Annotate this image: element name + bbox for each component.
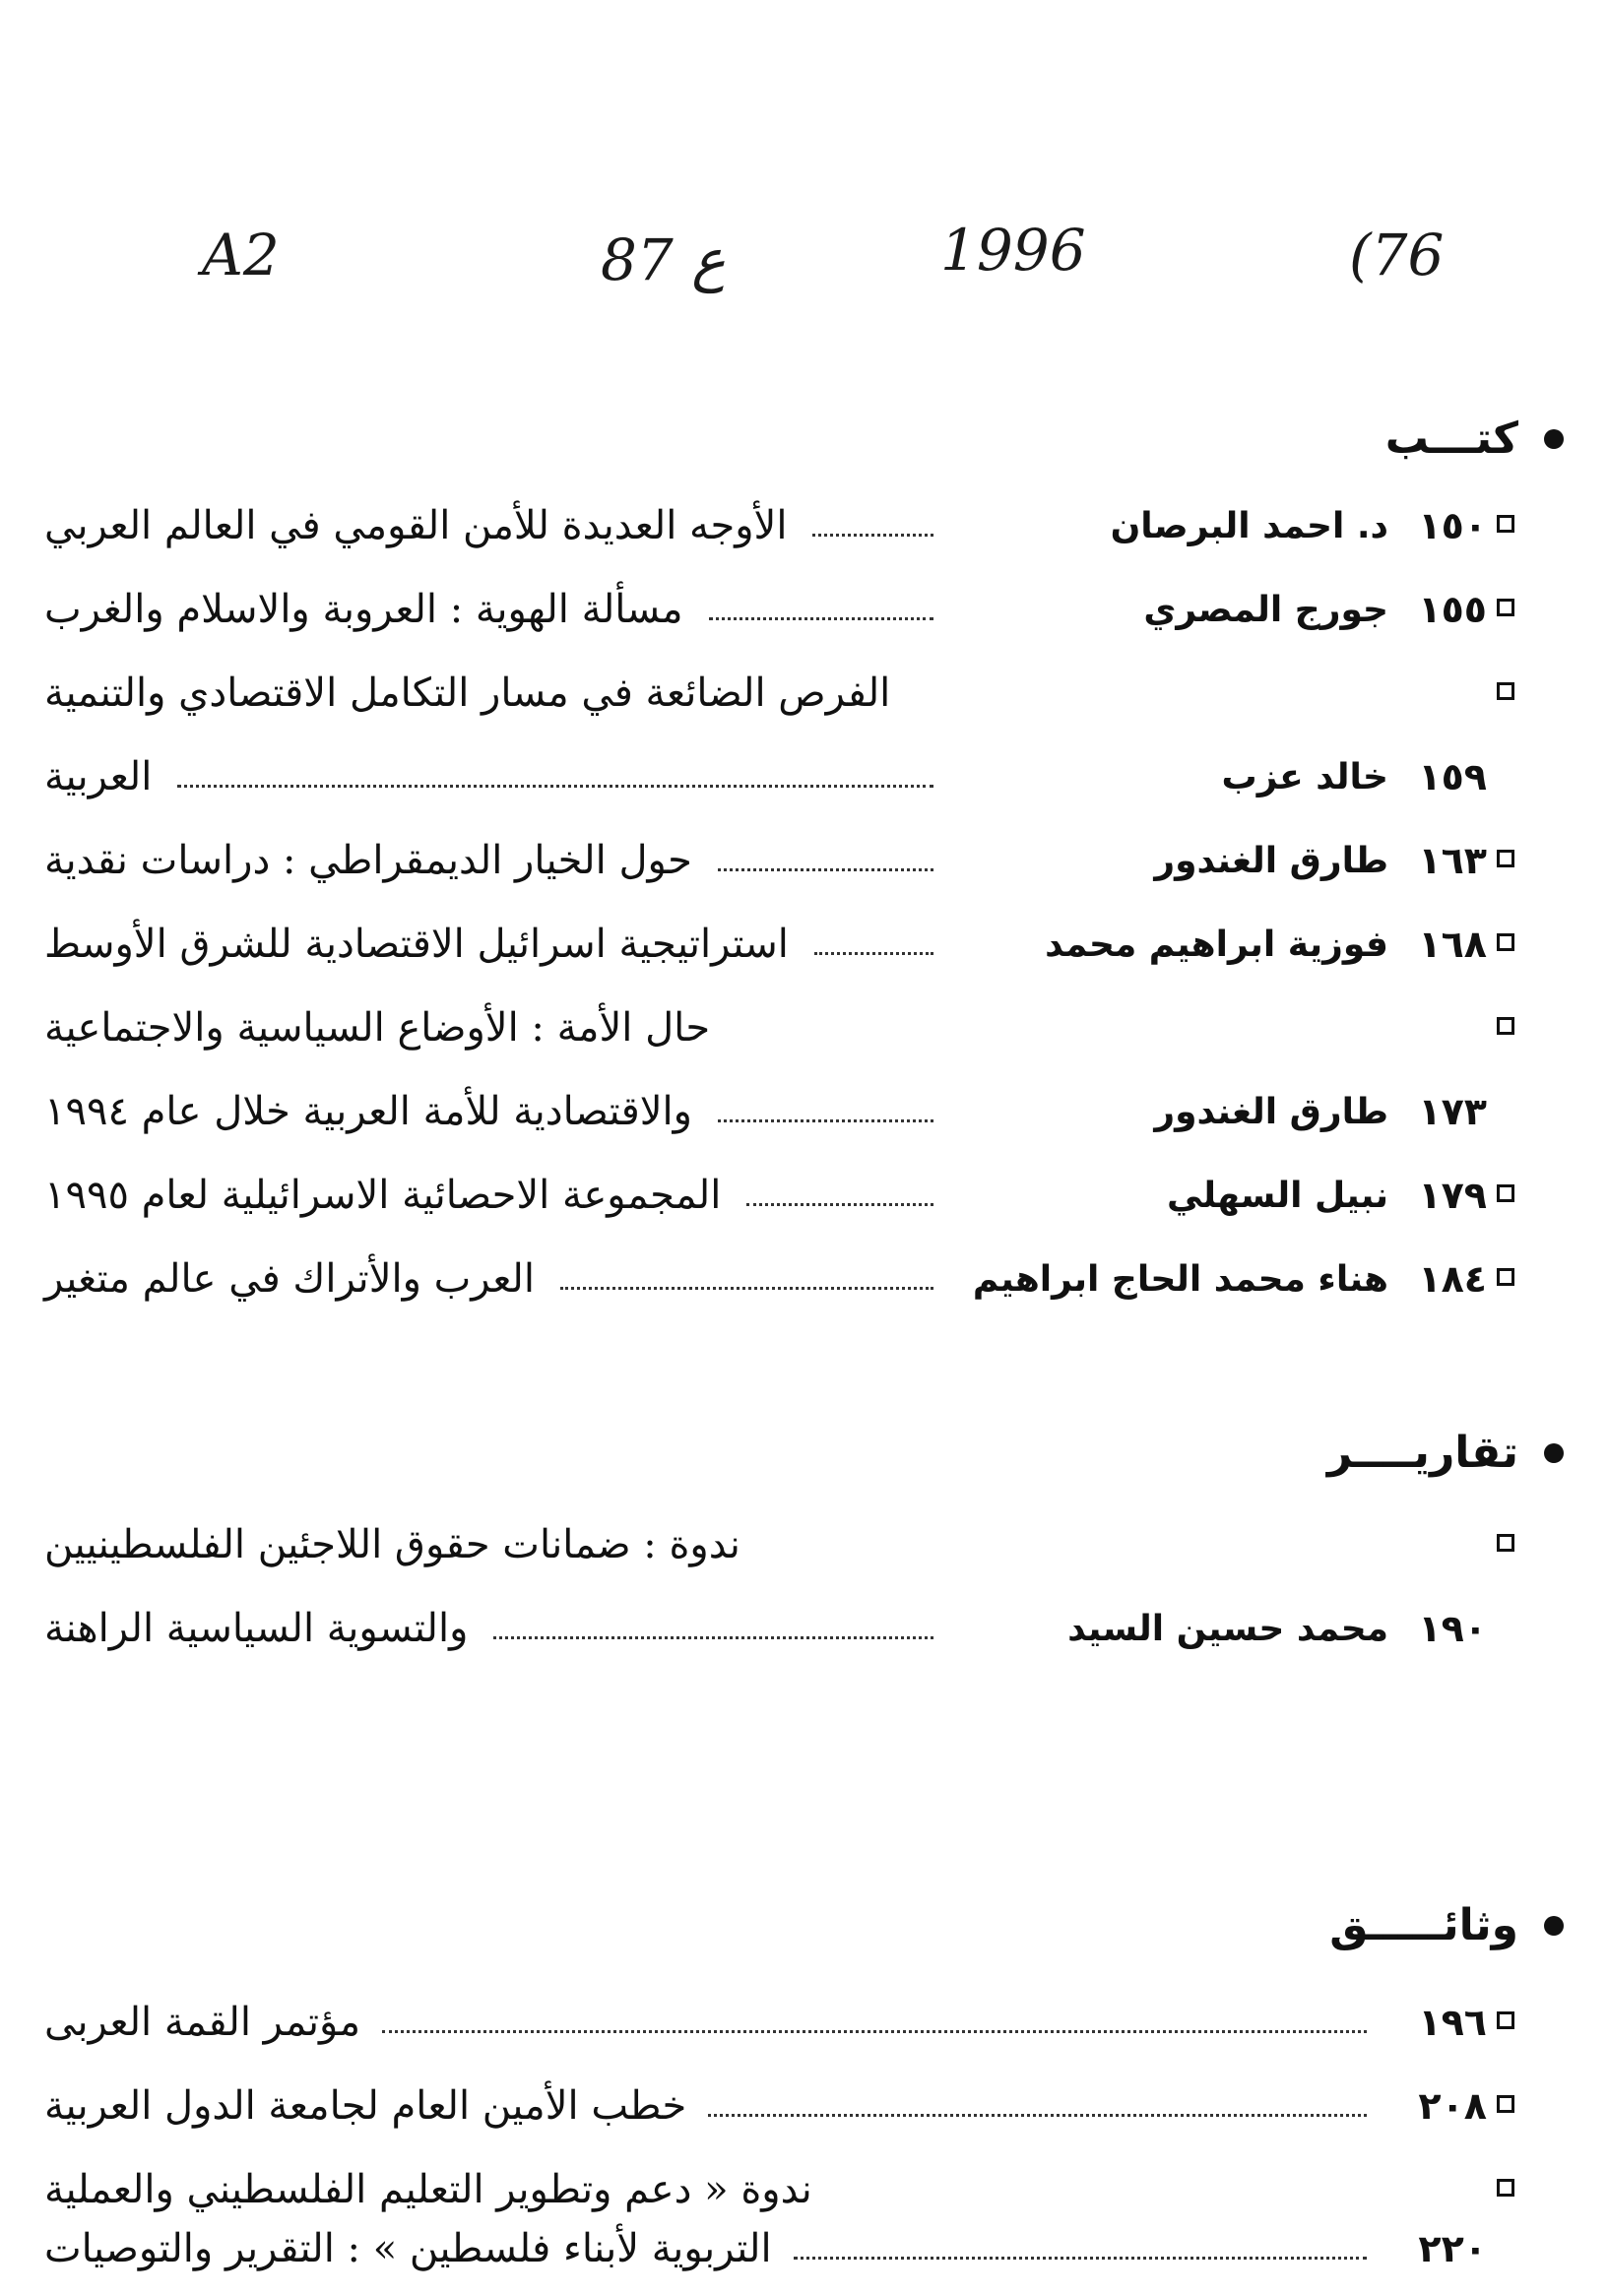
entry-title-cont: والتسوية السياسية الراهنة <box>44 1606 469 1651</box>
entry-title: مسألة الهوية : العروبة والاسلام والغرب <box>44 587 683 632</box>
toc-entry[interactable] <box>44 1241 1487 1317</box>
checkbox-icon <box>1497 2095 1514 2113</box>
entry-title: الفرص الضائعة في مسار التكامل الاقتصادي والتنمية <box>44 670 891 716</box>
entry-title: حال الأمة : الأوضاع السياسية والاجتماعية <box>44 1005 711 1051</box>
entry-page: ١٦٨ <box>1418 923 1487 966</box>
entry-title: الأوجه العديدة للأمن القومي في العالم العربي <box>44 503 788 548</box>
entry-title: حول الخيار الديمقراطي : دراسات نقدية <box>44 838 692 883</box>
entry-title: استراتيجية اسرائيل الاقتصادية للشرق الأوسط <box>44 922 789 967</box>
entry-page: ٢٢٠ <box>1418 2227 1487 2270</box>
section-title: وثائـــــق <box>1329 1900 1518 1950</box>
section-heading-reports <box>1327 1428 1564 1478</box>
entry-author: د. احمد البرصان <box>1110 505 1388 546</box>
bullet-icon <box>1544 1916 1564 1936</box>
dot-leader <box>382 2030 1367 2033</box>
entry-page: ١٥٠ <box>1418 504 1487 547</box>
entry-page: ١٦٣ <box>1418 839 1487 882</box>
entry-author: طارق الغندور <box>1154 840 1388 881</box>
entry-author: هناء محمد الحاج ابراهيم <box>972 1258 1388 1300</box>
entry-page: ١٧٩ <box>1418 1174 1487 1217</box>
entry-page: ١٩٠ <box>1418 1607 1487 1650</box>
dot-leader <box>493 1636 933 1639</box>
entry-title: خطب الأمين العام لجامعة الدول العربية <box>44 2083 687 2129</box>
section-title: كتـــب <box>1384 414 1518 464</box>
entry-page: ١٨٤ <box>1418 1257 1487 1301</box>
entry-author: جورج المصري <box>1143 589 1388 630</box>
toc-entry[interactable] <box>44 822 1487 899</box>
dot-leader <box>709 617 933 620</box>
checkbox-icon <box>1497 850 1514 867</box>
entry-title: ندوة « دعم وتطوير التعليم الفلسطيني والعملية <box>44 2167 812 2212</box>
bullet-icon <box>1544 429 1564 449</box>
dot-leader <box>814 952 933 955</box>
toc-entry-line2[interactable] <box>44 2210 1487 2287</box>
toc-entry-line1[interactable] <box>44 655 1487 732</box>
entry-author: نبيل السهلي <box>1167 1175 1388 1216</box>
toc-entry-line2[interactable] <box>44 1590 1487 1667</box>
entry-title: العرب والأتراك في عالم متغير <box>44 1256 535 1302</box>
toc-entry[interactable] <box>44 906 1487 983</box>
entry-title-cont: التربوية لأبناء فلسطين » : التقرير والتوصيات <box>44 2226 772 2271</box>
handwritten-note-76: (76 <box>1349 222 1445 288</box>
checkbox-icon <box>1497 1184 1514 1202</box>
toc-entry-line1[interactable] <box>44 989 1487 1066</box>
checkbox-icon <box>1497 2011 1514 2029</box>
checkbox-icon <box>1497 1268 1514 1286</box>
bullet-icon <box>1544 1443 1564 1463</box>
entry-title-cont: العربية <box>44 754 153 799</box>
entry-title: مؤتمر القمة العربى <box>44 2000 361 2045</box>
dot-leader <box>560 1287 933 1290</box>
toc-entry[interactable] <box>44 487 1487 564</box>
section-title: تقاريــــر <box>1326 1428 1518 1478</box>
section-heading-books <box>1385 414 1564 464</box>
entry-author: فوزية ابراهيم محمد <box>1045 924 1388 965</box>
entry-page: ١٥٥ <box>1418 588 1487 631</box>
dot-leader <box>718 1119 933 1122</box>
dot-leader <box>718 868 933 871</box>
handwritten-note-year: 1996 <box>940 217 1086 284</box>
toc-entry[interactable] <box>44 2068 1487 2144</box>
dot-leader <box>177 785 933 788</box>
toc-entry-line1[interactable] <box>44 1506 1487 1583</box>
checkbox-icon <box>1497 1534 1514 1552</box>
dot-leader <box>794 2257 1367 2260</box>
dot-leader <box>812 534 933 537</box>
entry-title: ندوة : ضمانات حقوق اللاجئين الفلسطينيين <box>44 1522 740 1567</box>
checkbox-icon <box>1497 599 1514 616</box>
checkbox-icon <box>1497 515 1514 533</box>
toc-entry[interactable] <box>44 1157 1487 1234</box>
checkbox-icon <box>1497 933 1514 951</box>
checkbox-icon <box>1497 1017 1514 1035</box>
entry-page: ١٥٩ <box>1418 755 1487 798</box>
entry-page: ٢٠٨ <box>1418 2084 1487 2128</box>
handwritten-note-a2: A2 <box>202 222 280 288</box>
checkbox-icon <box>1497 682 1514 700</box>
entry-page: ١٩٦ <box>1418 2001 1487 2044</box>
dot-leader <box>746 1203 933 1206</box>
toc-entry[interactable] <box>44 571 1487 648</box>
section-heading-documents <box>1329 1900 1564 1950</box>
toc-entry[interactable] <box>44 1984 1487 2061</box>
entry-author: خالد عزب <box>1221 756 1388 797</box>
toc-entry-line2[interactable] <box>44 738 1487 815</box>
handwritten-note-87: 87 ع <box>601 226 726 293</box>
entry-author: محمد حسين السيد <box>1067 1608 1388 1649</box>
checkbox-icon <box>1497 2179 1514 2197</box>
dot-leader <box>708 2114 1367 2117</box>
toc-entry-line2[interactable] <box>44 1073 1487 1150</box>
entry-author: طارق الغندور <box>1154 1091 1388 1132</box>
entry-title: المجموعة الاحصائية الاسرائيلية لعام ١٩٩٥ <box>44 1173 722 1218</box>
entry-title-cont: والاقتصادية للأمة العربية خلال عام ١٩٩٤ <box>44 1089 692 1134</box>
entry-page: ١٧٣ <box>1418 1090 1487 1133</box>
